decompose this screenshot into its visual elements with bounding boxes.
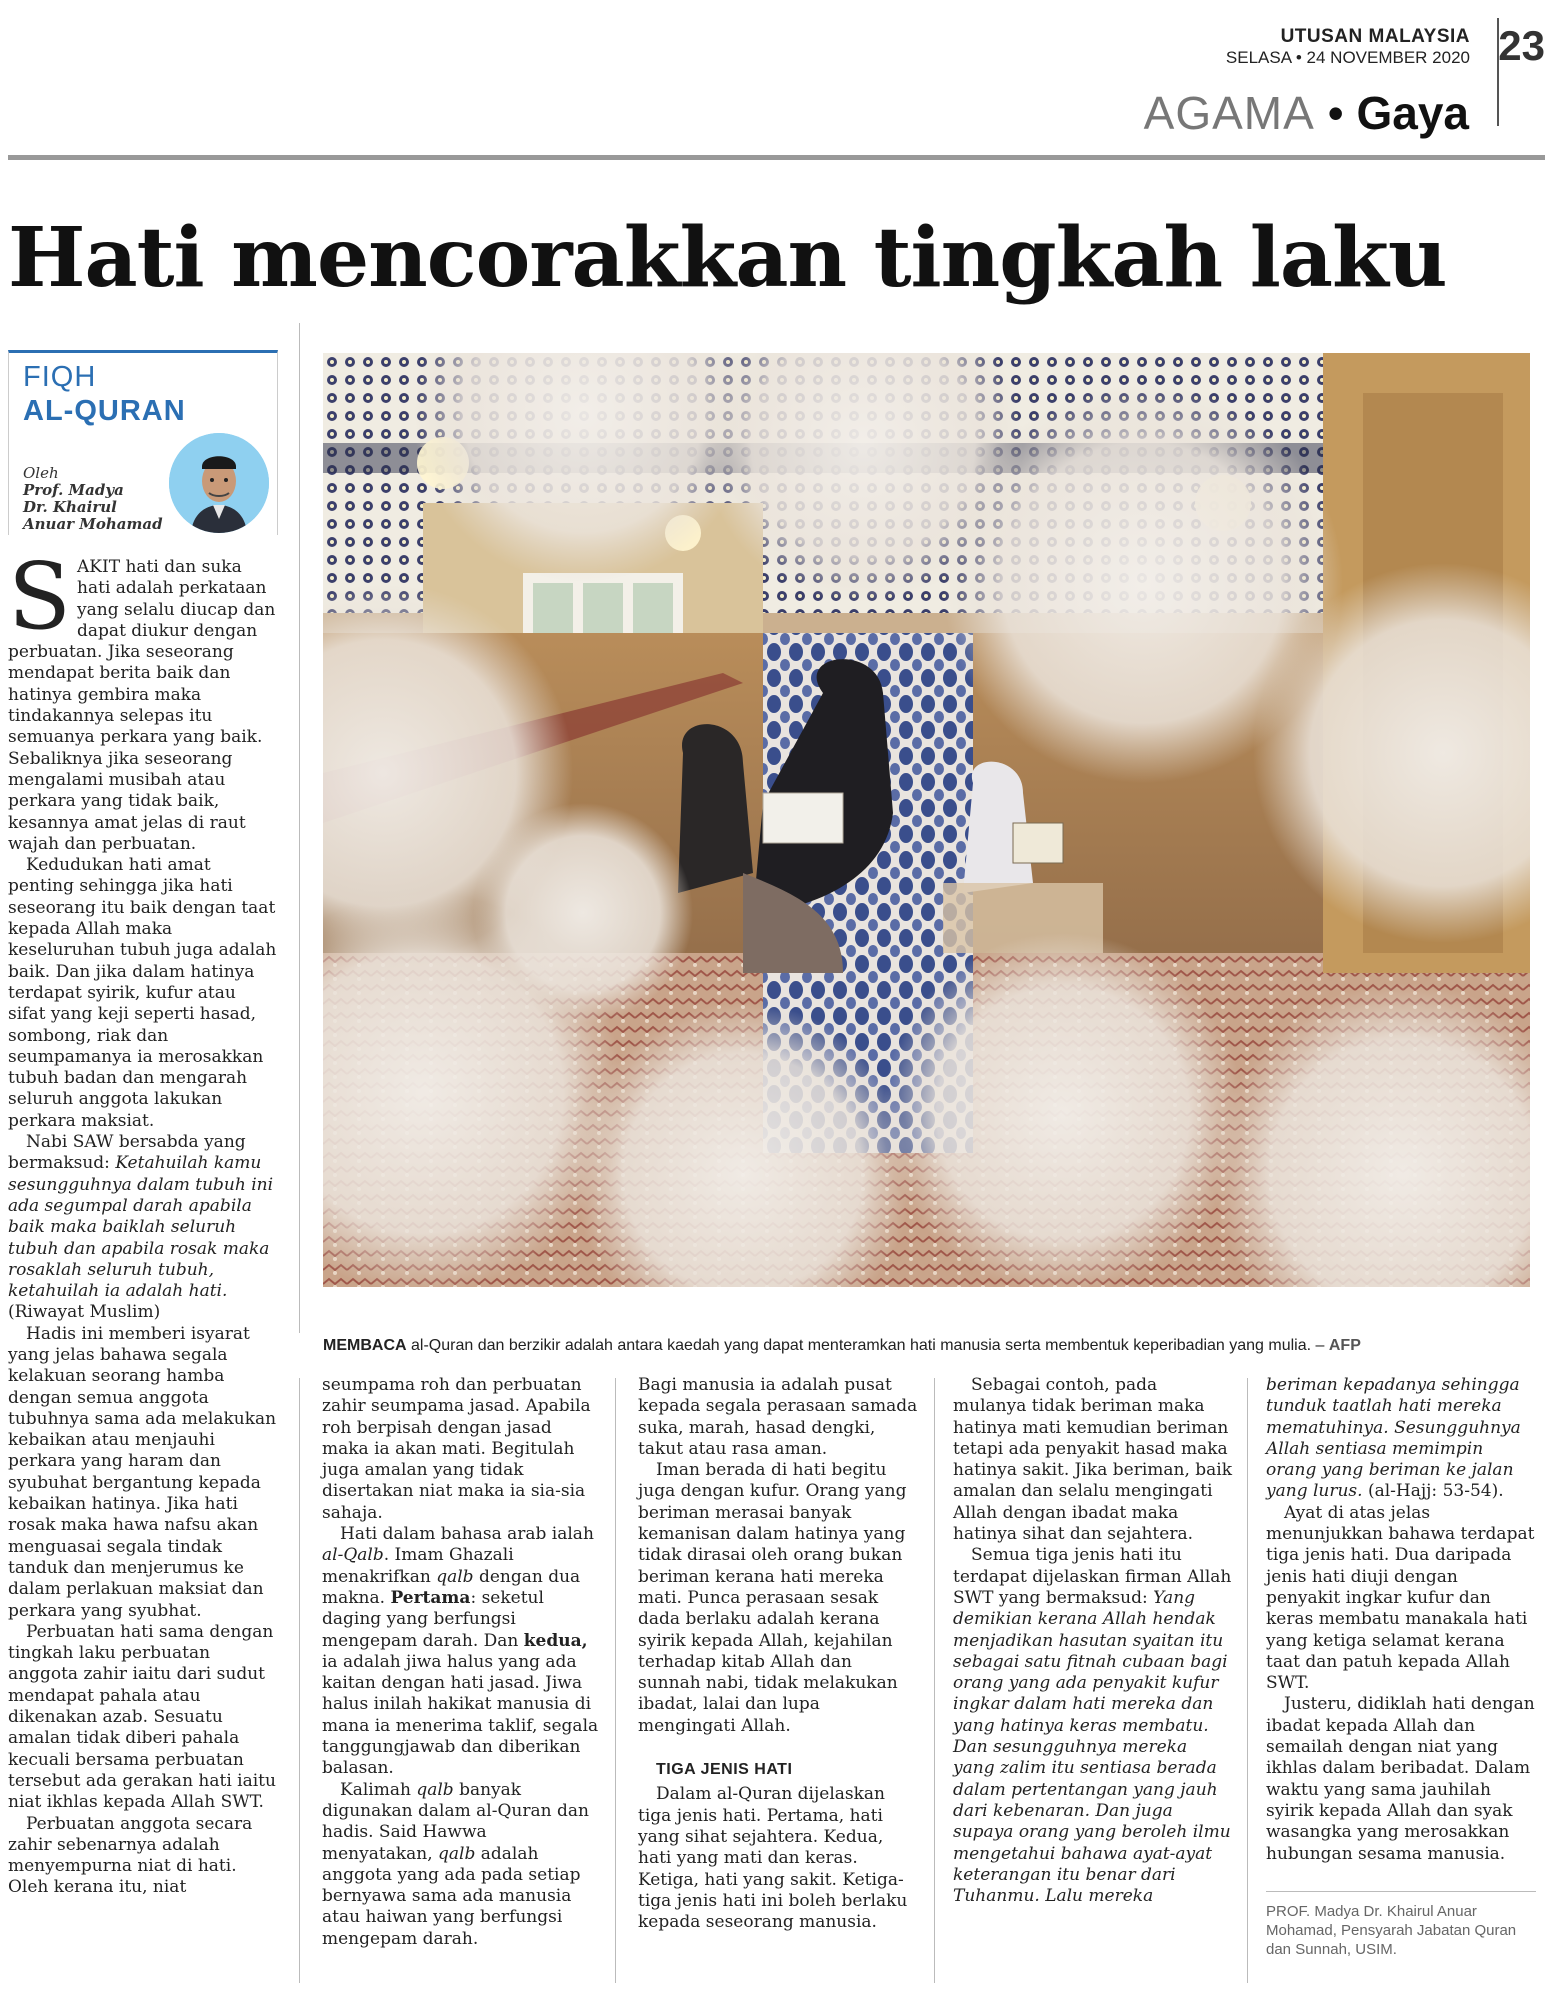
column-divider [934, 1378, 935, 1983]
section-label [1144, 86, 1469, 140]
article-column-5 [1266, 1375, 1536, 1959]
paragraph-text: Hati dalam bahasa arab ialah [340, 1524, 594, 1545]
paragraph-text: Semua tiga jenis hati itu terdapat dijelaskan firman Allah SWT yang bermaksud: [953, 1545, 1232, 1608]
paragraph: Ayat di atas jelas menunjukkan bahawa terdapat tiga jenis hati. Dua daripada jenis hati diuji dengan penyakit ingkar kufur dan keras membatu manakala hati yang ketiga selamat kerana taat dan patuh kepada Allah SWT. [1266, 1502, 1535, 1694]
emphasis: kedua, [523, 1630, 588, 1651]
masthead [0, 0, 1553, 139]
term: al-Qalb [322, 1545, 384, 1566]
hadith-quote: Ketahuilah kamu sesungguhnya dalam tubuh ini ada segumpal darah apabila baik maka baiklah seluruh tubuh dan apabila rosak maka rosaklah seluruh tubuh, ketahuilah ia adalah hati. [8, 1153, 274, 1302]
caption-lead: MEMBACA [323, 1337, 407, 1354]
paragraph: Sebagai contoh, pada mulanya tidak beriman maka hatinya mati kemudian beriman tetapi ada penyakit hasad maka hatinya sakit. Jika beriman, baik amalan dan selalu mengingati Allah dengan ibadat maka hatinya sihat dan sejahtera. [953, 1375, 1233, 1545]
paragraph: Perbuatan anggota secara zahir sebenarnya adalah menyempurna niat di hati. Oleh kerana itu, niat [8, 1813, 253, 1898]
paragraph-text: . Imam Ghazali menakrifkan [322, 1545, 514, 1587]
article-column-1 [8, 543, 278, 1899]
paragraph-text: adalah anggota yang ada pada setiap bernyawa sama ada manusia atau haiwan yang berfungsi mengepam darah. [322, 1843, 581, 1949]
author-portrait-icon [169, 433, 269, 533]
byline-prefix: Oleh [23, 464, 59, 482]
column-divider [1247, 1378, 1248, 1983]
column-kicker-bold: AL-QURAN [23, 395, 186, 427]
paragraph-text: ia adalah jiwa halus yang ada kaitan dengan hati jasad. Jiwa halus inilah hakikat manusia di mana ia menerima taklif, segala tanggungjawab dan diberikan balasan. [322, 1651, 599, 1779]
article-photo [323, 353, 1530, 1287]
term: qalb [416, 1779, 454, 1800]
paragraph: Dalam al-Quran dijelaskan tiga jenis hati. Pertama, hati yang sihat sejahtera. Kedua, hati yang mati dan keras. Ketiga, hati yang sakit. Ketiga-tiga jenis hati ini boleh berlaku kepada seseorang manusia. [638, 1784, 908, 1933]
section-category: AGAMA [1143, 87, 1315, 139]
quran-quote: Yang demikian kerana Allah hendak menjadikan hasutan syaitan itu sebagai satu fitnah cubaan bagi orang yang ada penyakit kufur ingkar dalam hati mereka dan yang hatinya keras membatu. Dan sesungguhnya mereka yang zalim itu sentiasa berada dalam pertentangan yang jauh dari kebenaran. Dan juga supaya orang yang beroleh ilmu mengetahui bahawa ayat-ayat keterangan itu benar dari Tuhanmu. Lalu mereka [953, 1587, 1231, 1907]
byline-author-3: Anuar Mohamad [23, 515, 163, 533]
article-column-3 [638, 1375, 918, 1933]
column-divider [299, 1378, 300, 1983]
publication-date: SELASA • 24 NOVEMBER 2020 [1225, 48, 1470, 67]
mosque-reading-photo-icon [323, 353, 1530, 1287]
hadith-source: (Riwayat Muslim) [8, 1302, 161, 1323]
column-box [8, 350, 278, 535]
byline-author-1: Prof. Madya [23, 481, 124, 499]
emphasis: Pertama [390, 1587, 471, 1608]
subheading: TIGA JENIS HATI [656, 1761, 793, 1779]
paragraph: Iman berada di hati begitu juga dengan kufur. Orang yang beriman merasai banyak kemanisan dalam hatinya yang tidak dirasai oleh orang bukan beriman kerana hati mereka mati. Punca perasaan sesak dada berlaku adalah kerana syirik kepada Allah, kejahilan terhadap kitab Allah dan sunnah nabi, tidak melakukan ibadat, lalai dan lupa mengingati Allah. [638, 1460, 907, 1736]
paragraph [322, 1524, 600, 1780]
term: qalb [436, 1566, 474, 1587]
article-column-4 [953, 1375, 1233, 1907]
paragraph-text: : seketul daging yang berfungsi mengepam darah. Dan [322, 1587, 544, 1651]
paragraph: Kedudukan hati amat penting sehingga jika hati seseorang itu baik dengan taat kepada Allah maka keseluruhan tubuh juga adalah baik. Dan jika dalam hatinya terdapat syirik, kufur atau sifat yang keji seperti hasad, sombong, riak dan seumpamanya ia merosakkan tubuh badan dan mengarah seluruh anggota lakukan perkara maksiat. [8, 855, 277, 1131]
page-number: 23 [1498, 22, 1545, 69]
byline-author-2: Dr. Khairul [23, 498, 117, 516]
term: qalb [438, 1843, 476, 1864]
paragraph: Justeru, didiklah hati dengan ibadat kepada Allah dan semailah dengan niat yang ikhlas dalam beribadat. Dalam waktu yang sama jauhilah syirik kepada Allah dan syak wasangka yang merosakkan hubungan sesama manusia. [1266, 1694, 1535, 1864]
author-avatar [169, 433, 269, 533]
paragraph-text: banyak digunakan dalam al-Quran dan hadis. Said Hawwa menyatakan, [322, 1779, 589, 1864]
paragraph-text: AKIT hati dan suka hati adalah perkataan yang selalu diucap dan dapat diukur dengan perbuatan. Jika seseorang mendapat berita baik dan hatinya gembira maka tindakannya selepas itu semuanya perkara yang baik. Sebaliknya jika seseorang mengalami musibah atau perkara yang tidak baik, kesannya amat jelas di raut wajah dan perbuatan. [8, 557, 276, 854]
header-rule [8, 155, 1545, 160]
quran-quote: beriman kepadanya sehingga tunduk taatlah hati mereka mematuhinya. Sesungguhnya Allah sentiasa memimpin orang yang beriman ke jalan yang lurus. [1266, 1375, 1521, 1502]
column-divider [299, 323, 300, 1333]
paragraph [1266, 1375, 1536, 1503]
author-footnote: PROF. Madya Dr. Khairul Anuar Mohamad, Pensyarah Jabatan Quran dan Sunnah, USIM. [1266, 1891, 1536, 1959]
paragraph [953, 1545, 1233, 1907]
drop-cap: S [8, 543, 72, 650]
paragraph-text: Kalimah [340, 1779, 417, 1800]
paragraph-text: dengan dua makna. [322, 1566, 581, 1608]
paragraph [8, 543, 278, 855]
paragraph: Hadis ini memberi isyarat yang jelas bahawa segala kelakuan seorang hamba dengan semua anggota tubuhnya sama ada melakukan kebaikan atau menjauhi perkara yang haram dan syubuhat bergantung kepada kebaikan hatinya. Jika hati rosak maka hawa nafsu akan menguasai segala tindak tanduk dan menjerumus ke dalam perlakuan maksiat dan perkara yang syubhat. [8, 1323, 277, 1621]
article-headline: Hati mencorakkan tingkah laku [8, 210, 1447, 306]
publication-name: UTUSAN MALAYSIA [1280, 26, 1470, 47]
paragraph: seumpama roh dan perbuatan zahir seumpama jasad. Apabila roh berpisah dengan jasad maka ia akan mati. Begitulah juga amalan yang tidak disertakan niat maka ia sia-sia sahaja. [322, 1375, 591, 1523]
paragraph-text: Nabi SAW bersabda yang bermaksud: [8, 1132, 246, 1174]
paragraph [8, 1132, 278, 1324]
paragraph: Bagi manusia ia adalah pusat kepada segala perasaan samada suka, marah, hasad dengki, takut atau rasa aman. [638, 1375, 918, 1459]
paragraph: Perbuatan hati sama dengan tingkah laku perbuatan anggota zahir iaitu dari sudut mendapat pahala atau dikenakan azab. Sesuatu amalan tidak diberi pahala kecuali bersama perbuatan tersebut ada gerakan hati iaitu niat ikhlas kepada Allah SWT. [8, 1621, 276, 1813]
byline [23, 465, 163, 533]
article-column-2 [322, 1375, 600, 1950]
column-kicker: FIQH [23, 361, 97, 393]
column-divider [615, 1378, 616, 1983]
photo-caption [323, 1337, 1553, 1355]
paragraph [322, 1780, 600, 1950]
section-rubric: Gaya [1356, 87, 1469, 139]
caption-credit: AFP [1328, 1337, 1361, 1354]
quran-source: (al-Hajj: 53-54). [1362, 1481, 1504, 1502]
section-bullet: • [1327, 87, 1344, 139]
caption-text: al-Quran dan berzikir adalah antara kaedah yang dapat menteramkan hati manusia serta membentuk keperibadian yang mulia. – [406, 1337, 1329, 1354]
